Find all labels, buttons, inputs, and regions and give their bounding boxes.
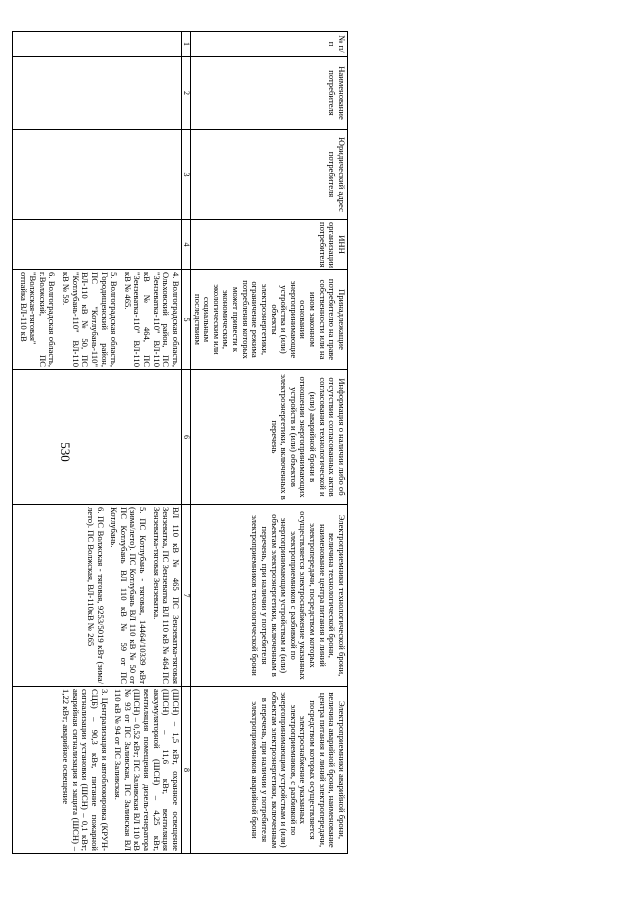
tech-reserve-entry: ВЛ 110 кВ № 465 ПС Зензеватка-тяговая Зензеватка, ПС Зензеватка ВЛ 110 кВ № 464 ПС Зензеватка-тяговая Зензеватка. — [151, 507, 181, 684]
cell-energy-devices — [13, 270, 182, 370]
device-entry: 6. Волгоградская область, г.Волжский, ПС "Волжская-тяговая" отпайка ВЛ-110 кВ — [18, 272, 58, 367]
emergency-reserve-entry: (ШСН) – 1,5 кВт, охранное освещение (ШСН) – 11,6 кВт, вентиляция аккумуляторной (ШСН) – 4,25 кВт, вентиляция помещения дизель-генератора (ШСН) – 0,52 кВт; ПС Заливская ВЛ 110 кВ № 93 от ПС Заливская, ПС Заливская ВЛ 110 кВ № 94 от ПС Заливская. — [113, 689, 181, 851]
column-number: 4 — [182, 220, 191, 270]
table-row — [13, 32, 182, 854]
page-number: 530 — [58, 442, 73, 462]
cell-technological-reserve — [13, 505, 182, 687]
header-cell-1: № п/п — [191, 32, 348, 57]
column-number: 7 — [182, 505, 191, 687]
column-number: 3 — [182, 130, 191, 220]
column-number: 5 — [182, 270, 191, 370]
header-cell-4: ИНН организации потребителя — [191, 220, 348, 270]
header-cell-5: Принадлежащие потребителю на праве собственности или на ином законном основании энергопринимающие устройства и (или) объекты электроэнергетики, ограничение режима потребления которых может привести к экономическим, экологическим или социальным последствиям — [191, 270, 348, 370]
cell-legal-address — [13, 130, 182, 220]
column-number: 2 — [182, 57, 191, 130]
header-cell-2: Наименование потребителя — [191, 57, 348, 130]
cell-consumer-name — [13, 57, 182, 130]
header-row — [191, 32, 348, 854]
emergency-reserve-entry: 3. Централизация и автоблокировка (КРУН-СЦБ) – 90,3 кВт, питание пожарной сигнализации установки (ШСН) – 0,1 кВт; аварийная сигнализация и защита (ШСН) – 1,22 кВт; аварийное освещение — [61, 689, 110, 851]
cell-approval-info — [13, 370, 182, 505]
tech-reserve-entry: 6. ПС Волжская - тяговая, 9253/5019 кВт (зима/лето). ПС Волжская, ВЛ-110кВ № 265 — [86, 507, 106, 684]
consumers-table — [12, 31, 348, 854]
cell-inn — [13, 220, 182, 270]
device-entry: 5. Волгоградская область, Городищенский район, ПС "Котлубань-110" ВЛ-110 кВ № 50, ПС "Котлубань-110" ВЛ-110 кВ № 59. — [61, 272, 120, 367]
cell-emergency-reserve — [13, 687, 182, 854]
header-cell-3: Юридический адрес потребителя — [191, 130, 348, 220]
tech-reserve-entry: 5. ПС Котлубань - тяговая, 14464/10339 кВт (зима/лето). ПС Котлубань ВЛ 110 кВ № 50 от ПС Котлубань ВЛ 110 кВ № 59 от ПС Котлубань. — [109, 507, 149, 684]
column-number: 6 — [182, 370, 191, 505]
device-entry: 4. Волгоградская область, Ольховский район, ПС "Зензеватка-110" ВЛ-110 кВ № 464, ПС "Зензеватка-110" ВЛ-110 кВ № 465. — [122, 272, 181, 367]
header-cell-7: Электроприемники технологической брони, величина технологической брони, наименование центра питания и линий электропередачи, посредством которых осуществляется электроснабжение указанных электроприемников с разбивкой по энергопринимающим устройствам и (или) объектам электроэнергетики, включенным в перечень, при наличии у потребителя электроприемников технологической брони — [191, 505, 348, 687]
column-number-row — [182, 32, 191, 854]
column-number: 8 — [182, 687, 191, 854]
header-cell-6: Информация о наличии либо об отсутствии согласованных актов согласования технологической и (или) аварийной брони в отношении энергопринимающих устройств и (или) объектов электроэнергетики, включенных в перечень — [191, 370, 348, 505]
column-number: 1 — [182, 32, 191, 57]
cell-index — [13, 32, 182, 57]
header-cell-8: Электроприемники аварийной брони, величина аварийной брони, наименование центра питания и линий электропередачи, посредством которых осуществляется электроснабжение указанных электроприемников, с разбивкой по энергопринимающим устройствам и (или) объектам электроэнергетики, включенным в перечень, при наличии у потребителя электроприемников аварийной брони — [191, 687, 348, 854]
